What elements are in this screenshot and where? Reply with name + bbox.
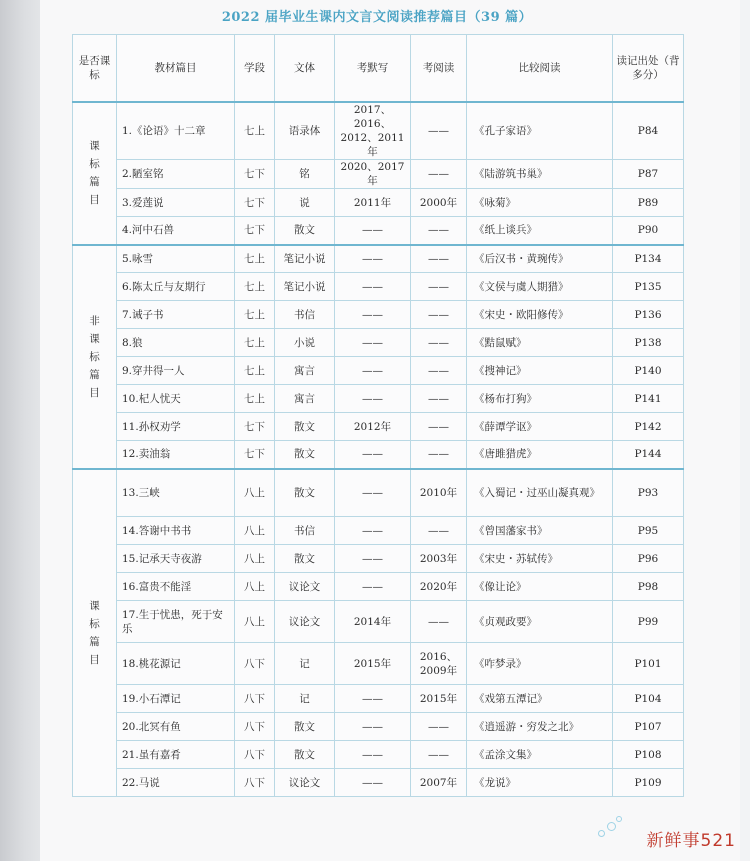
cell-genre: 散文	[275, 217, 335, 245]
cell-grade: 七上	[235, 273, 275, 301]
header-cell-reading: 考阅读	[411, 35, 467, 103]
cell-grade: 七上	[235, 301, 275, 329]
cell-grade: 七上	[235, 329, 275, 357]
cell-compare: 《纸上谈兵》	[467, 217, 613, 245]
cell-grade: 七上	[235, 357, 275, 385]
cell-title: 17.生于忧患，死于安乐	[117, 601, 235, 643]
cell-genre: 散文	[275, 545, 335, 573]
cell-grade: 七下	[235, 189, 275, 217]
document-title: 2022 届毕业生课内文言文阅读推荐篇目（39 篇）	[221, 10, 533, 25]
cell-reading: ——	[411, 517, 467, 545]
cell-grade: 七下	[235, 413, 275, 441]
cell-compare: 《杨布打狗》	[467, 385, 613, 413]
header-cell-compare: 比较阅读	[467, 35, 613, 103]
table-row	[73, 413, 684, 441]
cell-dictation: ——	[335, 741, 411, 769]
cell-dictation: ——	[335, 713, 411, 741]
category-char: 篇	[89, 635, 100, 648]
cell-genre: 寓言	[275, 385, 335, 413]
cell-compare: 《黠鼠赋》	[467, 329, 613, 357]
cell-title: 22.马说	[117, 769, 235, 797]
cell-dictation: ——	[335, 469, 411, 517]
category-char: 篇	[89, 368, 100, 381]
table-row	[73, 245, 684, 273]
cell-reading: ——	[411, 245, 467, 273]
header-cell-genre: 文体	[275, 35, 335, 103]
cell-genre: 说	[275, 189, 335, 217]
cell-dictation: 2015年	[335, 643, 411, 685]
cell-reading: ——	[411, 413, 467, 441]
cell-title: 4.河中石兽	[117, 217, 235, 245]
table-row	[73, 385, 684, 413]
cell-grade: 八上	[235, 601, 275, 643]
cell-title: 7.诫子书	[117, 301, 235, 329]
cell-title: 12.卖油翁	[117, 441, 235, 469]
reading-list-table	[72, 34, 684, 797]
cell-dictation: ——	[335, 301, 411, 329]
cell-page: P109	[613, 769, 684, 797]
cell-page: P135	[613, 273, 684, 301]
cell-grade: 七上	[235, 385, 275, 413]
cell-grade: 八下	[235, 685, 275, 713]
cell-reading: 2020年	[411, 573, 467, 601]
category-char: 非	[89, 314, 100, 327]
category-cell	[73, 102, 117, 245]
category-char: 篇	[89, 176, 100, 189]
table-row	[73, 741, 684, 769]
table-row	[73, 685, 684, 713]
cell-dictation: ——	[335, 517, 411, 545]
cell-page: P136	[613, 301, 684, 329]
cell-dictation: ——	[335, 217, 411, 245]
cell-title: 10.杞人忧天	[117, 385, 235, 413]
cell-genre: 记	[275, 643, 335, 685]
cell-reading: ——	[411, 601, 467, 643]
cell-dictation: ——	[335, 545, 411, 573]
table-row	[73, 160, 684, 189]
cell-dictation: ——	[335, 329, 411, 357]
cell-grade: 八上	[235, 517, 275, 545]
cell-page: P96	[613, 545, 684, 573]
cell-compare: 《陆游筑书巢》	[467, 160, 613, 189]
category-char: 标	[89, 158, 100, 171]
cell-reading: 2016、2009年	[411, 643, 467, 685]
cell-compare: 《戏第五潭记》	[467, 685, 613, 713]
table-row	[73, 769, 684, 797]
cell-page: P84	[613, 102, 684, 160]
cell-page: P142	[613, 413, 684, 441]
cell-compare: 《后汉书・黄琬传》	[467, 245, 613, 273]
cell-page: P89	[613, 189, 684, 217]
category-char: 目	[89, 653, 100, 666]
cell-compare: 《逍遥游・穷发之北》	[467, 713, 613, 741]
cell-page: P87	[613, 160, 684, 189]
category-char: 课	[89, 140, 100, 153]
cell-compare: 《文侯与虞人期猎》	[467, 273, 613, 301]
cell-dictation: ——	[335, 769, 411, 797]
cell-genre: 书信	[275, 301, 335, 329]
category-char: 目	[89, 194, 100, 207]
table-row	[73, 357, 684, 385]
cell-reading: ——	[411, 357, 467, 385]
cell-title: 19.小石潭记	[117, 685, 235, 713]
header-cell-page: 读记出处（背多分）	[613, 35, 684, 103]
cell-compare: 《龙说》	[467, 769, 613, 797]
cell-dictation: ——	[335, 245, 411, 273]
table-row	[73, 329, 684, 357]
cell-grade: 八上	[235, 469, 275, 517]
cell-dictation: 2020、2017年	[335, 160, 411, 189]
cell-dictation: 2014年	[335, 601, 411, 643]
cell-title: 16.富贵不能淫	[117, 573, 235, 601]
cell-reading: ——	[411, 713, 467, 741]
table-header-row	[73, 35, 684, 103]
cell-compare: 《唐雎猎虎》	[467, 441, 613, 469]
cell-genre: 记	[275, 685, 335, 713]
cell-dictation: 2012年	[335, 413, 411, 441]
cell-genre: 笔记小说	[275, 245, 335, 273]
cell-page: P104	[613, 685, 684, 713]
category-char: 课	[89, 332, 100, 345]
cell-dictation: ——	[335, 385, 411, 413]
cell-genre: 语录体	[275, 102, 335, 160]
cell-compare: 《孔子家语》	[467, 102, 613, 160]
category-cell	[73, 469, 117, 797]
cell-title: 5.咏雪	[117, 245, 235, 273]
table-row	[73, 469, 684, 517]
cell-compare: 《曾国藩家书》	[467, 517, 613, 545]
cell-title: 21.虽有嘉肴	[117, 741, 235, 769]
cell-page: P90	[613, 217, 684, 245]
cell-genre: 散文	[275, 713, 335, 741]
cell-reading: 2000年	[411, 189, 467, 217]
cell-genre: 议论文	[275, 769, 335, 797]
cell-compare: 《贞观政要》	[467, 601, 613, 643]
cell-genre: 散文	[275, 441, 335, 469]
cell-page: P95	[613, 517, 684, 545]
table-row	[73, 273, 684, 301]
cell-page: P108	[613, 741, 684, 769]
table-row	[73, 441, 684, 469]
cell-reading: 2003年	[411, 545, 467, 573]
cell-genre: 书信	[275, 517, 335, 545]
cell-title: 15.记承天寺夜游	[117, 545, 235, 573]
table-row	[73, 713, 684, 741]
table-row	[73, 102, 684, 160]
cell-grade: 七下	[235, 160, 275, 189]
cell-compare: 《咏菊》	[467, 189, 613, 217]
cell-title: 2.陋室铭	[117, 160, 235, 189]
cell-genre: 散文	[275, 413, 335, 441]
cell-compare: 《搜神记》	[467, 357, 613, 385]
cell-page: P141	[613, 385, 684, 413]
cell-title: 9.穿井得一人	[117, 357, 235, 385]
cell-page: P99	[613, 601, 684, 643]
cell-title: 13.三峡	[117, 469, 235, 517]
cell-title: 3.爱莲说	[117, 189, 235, 217]
cell-grade: 八下	[235, 713, 275, 741]
cell-genre: 散文	[275, 741, 335, 769]
cell-grade: 八下	[235, 741, 275, 769]
cell-genre: 小说	[275, 329, 335, 357]
cell-reading: ——	[411, 441, 467, 469]
table-row	[73, 643, 684, 685]
cell-page: P98	[613, 573, 684, 601]
cell-page: P138	[613, 329, 684, 357]
cell-page: P93	[613, 469, 684, 517]
table-row	[73, 217, 684, 245]
cell-grade: 七下	[235, 217, 275, 245]
table-row	[73, 573, 684, 601]
cell-title: 1.《论语》十二章	[117, 102, 235, 160]
cell-genre: 寓言	[275, 357, 335, 385]
table-row	[73, 189, 684, 217]
cell-grade: 八下	[235, 769, 275, 797]
cell-compare: 《薛谭学讴》	[467, 413, 613, 441]
cell-grade: 七下	[235, 441, 275, 469]
cell-genre: 笔记小说	[275, 273, 335, 301]
cell-genre: 议论文	[275, 573, 335, 601]
cell-grade: 八上	[235, 545, 275, 573]
cell-reading: ——	[411, 273, 467, 301]
cell-page: P144	[613, 441, 684, 469]
cell-title: 8.狼	[117, 329, 235, 357]
cell-dictation: ——	[335, 273, 411, 301]
cell-compare: 《像让论》	[467, 573, 613, 601]
cell-compare: 《孟涂文集》	[467, 741, 613, 769]
cell-genre: 议论文	[275, 601, 335, 643]
cell-dictation: ——	[335, 357, 411, 385]
cell-grade: 七上	[235, 245, 275, 273]
cell-title: 14.答谢中书书	[117, 517, 235, 545]
cell-reading: 2010年	[411, 469, 467, 517]
cell-reading: ——	[411, 301, 467, 329]
cell-page: P101	[613, 643, 684, 685]
cell-reading: 2007年	[411, 769, 467, 797]
cell-compare: 《宋史・苏轼传》	[467, 545, 613, 573]
header-cell-title: 教材篇目	[117, 35, 235, 103]
cell-genre: 铭	[275, 160, 335, 189]
cell-title: 6.陈太丘与友期行	[117, 273, 235, 301]
cell-dictation: 2011年	[335, 189, 411, 217]
cell-page: P140	[613, 357, 684, 385]
cell-grade: 八上	[235, 573, 275, 601]
header-cell-category: 是否课标	[73, 35, 117, 103]
table-row	[73, 601, 684, 643]
cell-reading: ——	[411, 217, 467, 245]
header-cell-grade: 学段	[235, 35, 275, 103]
category-cell	[73, 245, 117, 469]
table-row	[73, 545, 684, 573]
cell-dictation: ——	[335, 685, 411, 713]
table-row	[73, 517, 684, 545]
cell-reading: ——	[411, 160, 467, 189]
category-char: 标	[89, 350, 100, 363]
cell-genre: 散文	[275, 469, 335, 517]
cell-dictation: ——	[335, 441, 411, 469]
cell-compare: 《咋梦录》	[467, 643, 613, 685]
cell-dictation: 2017、2016、2012、2011年	[335, 102, 411, 160]
category-char: 目	[89, 386, 100, 399]
cell-reading: 2015年	[411, 685, 467, 713]
table-row	[73, 301, 684, 329]
category-char: 课	[89, 599, 100, 612]
cell-reading: ——	[411, 329, 467, 357]
cell-grade: 七上	[235, 102, 275, 160]
cell-title: 11.孙权劝学	[117, 413, 235, 441]
table-body	[73, 102, 684, 797]
header-cell-dictation: 考默写	[335, 35, 411, 103]
cell-compare: 《宋史・欧阳修传》	[467, 301, 613, 329]
cell-grade: 八下	[235, 643, 275, 685]
cell-reading: ——	[411, 102, 467, 160]
cell-title: 18.桃花源记	[117, 643, 235, 685]
cell-compare: 《入蜀记・过巫山凝真观》	[467, 469, 613, 517]
cell-reading: ——	[411, 385, 467, 413]
cell-title: 20.北冥有鱼	[117, 713, 235, 741]
cell-dictation: ——	[335, 573, 411, 601]
category-char: 标	[89, 617, 100, 630]
cell-reading: ——	[411, 741, 467, 769]
cell-page: P107	[613, 713, 684, 741]
watermark-text: 新鲜事521	[646, 831, 736, 851]
cell-page: P134	[613, 245, 684, 273]
